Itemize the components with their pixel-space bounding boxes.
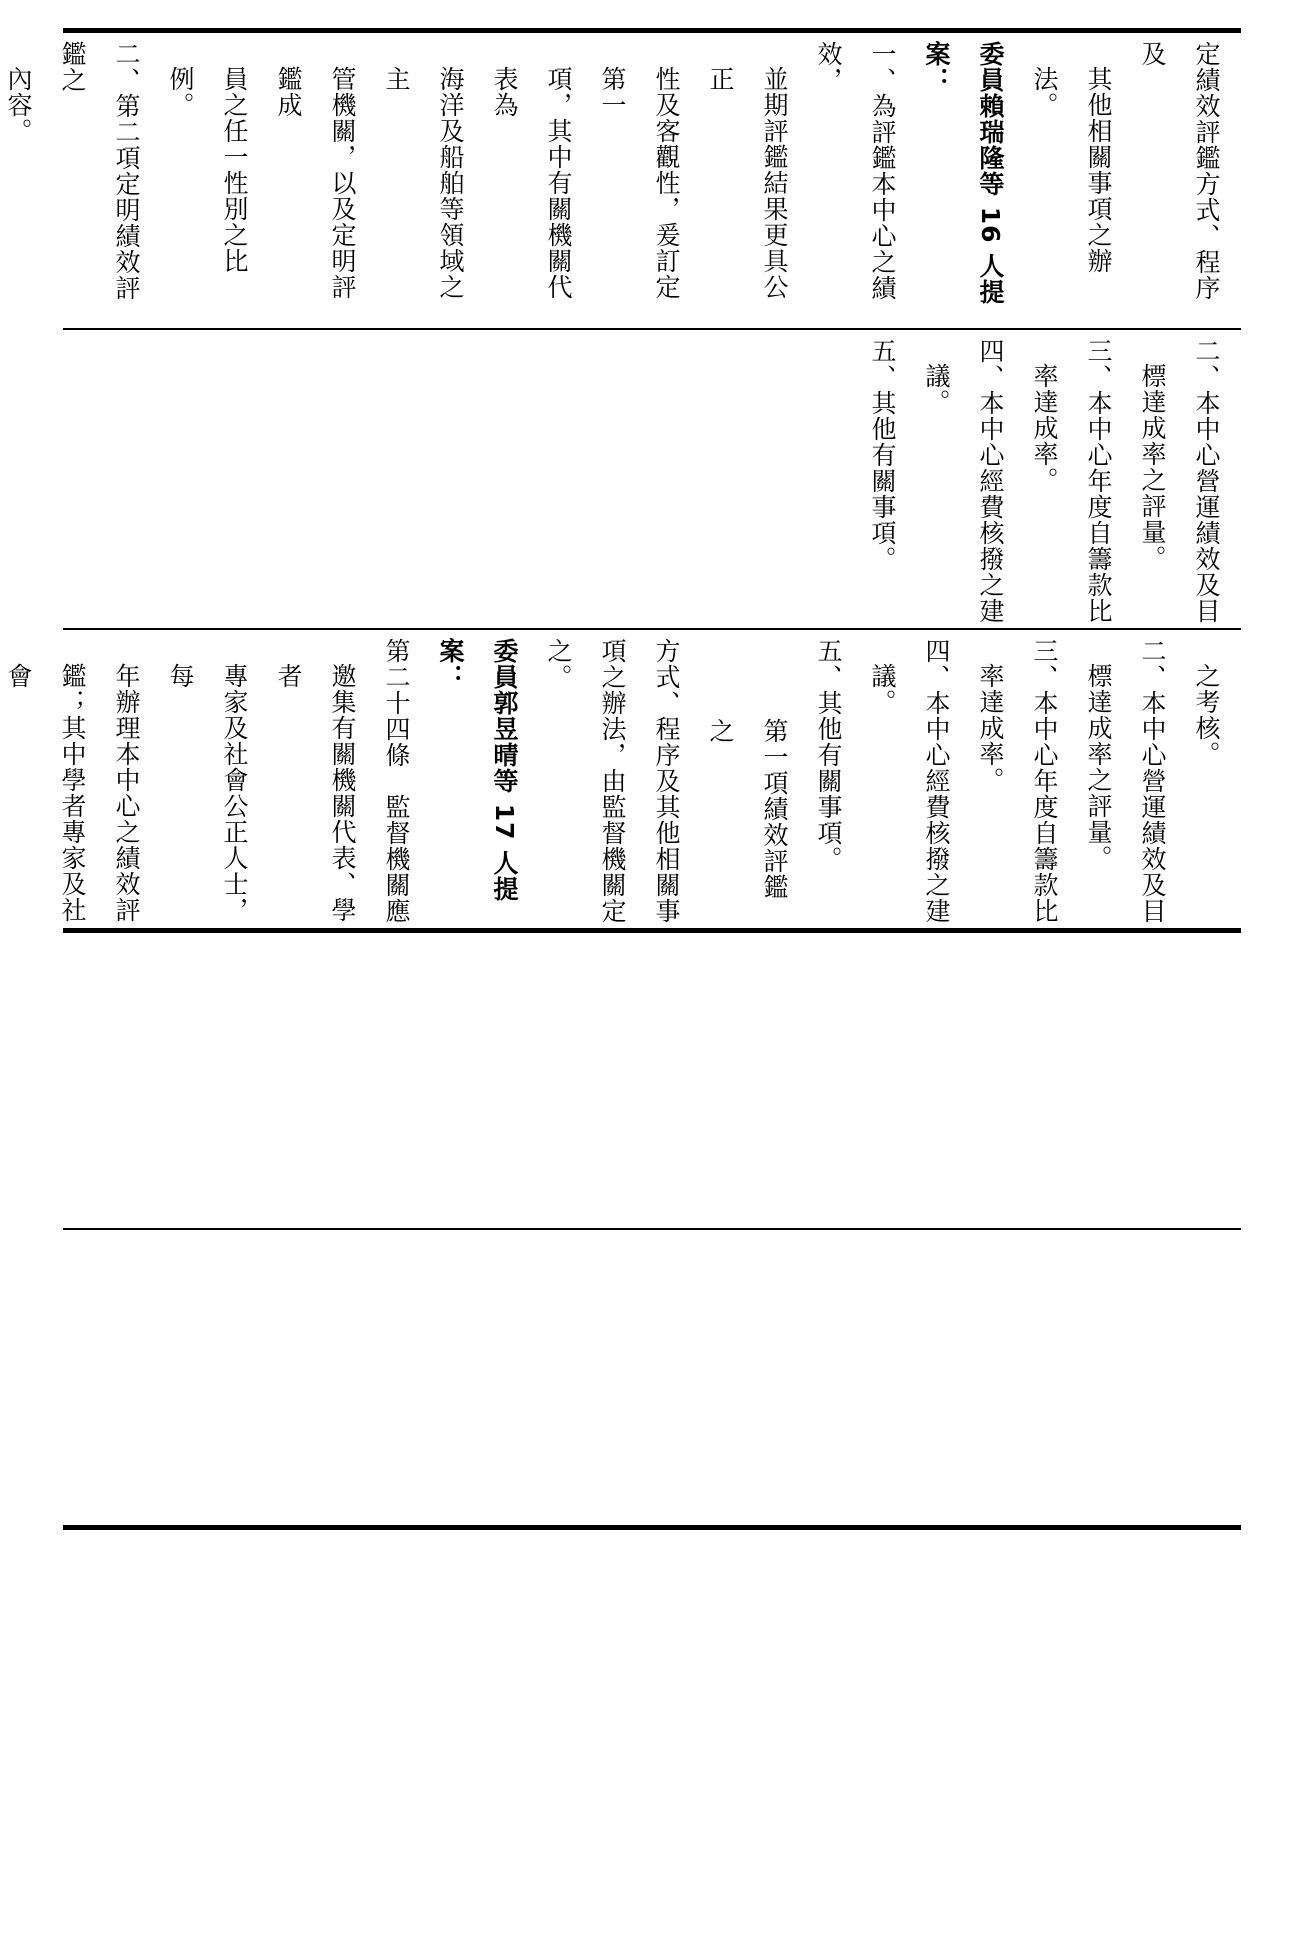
vertical-text-block <box>0 638 1233 924</box>
table-section-2 <box>63 330 1241 628</box>
paragraph: 內容。 <box>4 66 33 144</box>
paragraph: 議。 <box>868 663 897 715</box>
paragraph: 議。 <box>922 363 951 415</box>
paragraph: 鑑；其中學者專家及社會 <box>4 663 87 923</box>
paragraph: 三、本中心年度自籌款比 <box>1030 638 1059 924</box>
paragraph: 年辦理本中心之績效評 <box>112 663 141 923</box>
paragraph: 海洋及船舶等領域之主 <box>382 66 465 300</box>
paragraph: 管機關，以及定明評鑑成 <box>274 66 357 300</box>
vertical-text-block <box>855 338 1233 624</box>
paragraph: 標達成率之評量。 <box>1138 363 1167 571</box>
paragraph: 四、本中心經費核撥之建 <box>976 338 1005 624</box>
table-section-4 <box>63 933 1241 1228</box>
paragraph: 方式、程序及其他相關事 <box>652 638 681 924</box>
paragraph: 性及客觀性，爰訂定第一 <box>598 66 681 300</box>
paragraph: 第一項績效評鑑之 <box>706 718 789 900</box>
proposal-heading: 委員郭昱晴等 17 人提案： <box>436 638 519 903</box>
table-section-1 <box>4 33 1241 328</box>
paragraph: 標達成率之評量。 <box>1084 663 1113 871</box>
paragraph: 三、本中心年度自籌款比 <box>1084 338 1113 624</box>
paragraph: 五、其他有關事項。 <box>814 638 843 872</box>
paragraph: 一、為評鑑本中心之績效， <box>814 41 897 301</box>
paragraph: 項之辦法，由監督機關定 <box>598 638 627 924</box>
paragraph: 邀集有關機關代表、學者 <box>274 663 357 923</box>
paragraph: 二、本中心營運績效及目 <box>1192 338 1221 624</box>
paragraph: 之考核。 <box>1192 663 1221 767</box>
paragraph: 定績效評鑑方式、程序及 <box>1138 41 1221 301</box>
table-section-3 <box>4 630 1241 928</box>
vertical-text-block <box>0 41 1233 324</box>
paragraph: 二、本中心營運績效及目 <box>1138 638 1167 924</box>
paragraph: 二、第二項定明績效評鑑之 <box>58 41 141 301</box>
paragraph: 員之任一性別之比例。 <box>166 66 249 274</box>
paragraph: 五、其他有關事項。 <box>868 338 897 572</box>
paragraph: 率達成率。 <box>1030 363 1059 493</box>
paragraph: 項，其中有關機關代表為 <box>490 66 573 300</box>
table-section-5 <box>63 1230 1241 1525</box>
paragraph: 率達成率。 <box>976 663 1005 793</box>
paragraph: 其他相關事項之辦法。 <box>1030 66 1113 274</box>
article-text: 第二十四條 監督機關應 <box>382 638 411 924</box>
bottom-rule <box>63 1525 1241 1530</box>
paragraph: 並期評鑑結果更具公正 <box>706 66 789 300</box>
paragraph: 之。 <box>544 638 573 690</box>
proposal-heading: 委員賴瑞隆等 16 人提案： <box>922 41 1005 306</box>
paragraph: 四、本中心經費核撥之建 <box>922 638 951 924</box>
paragraph: 專家及社會公正人士，每 <box>166 663 249 923</box>
